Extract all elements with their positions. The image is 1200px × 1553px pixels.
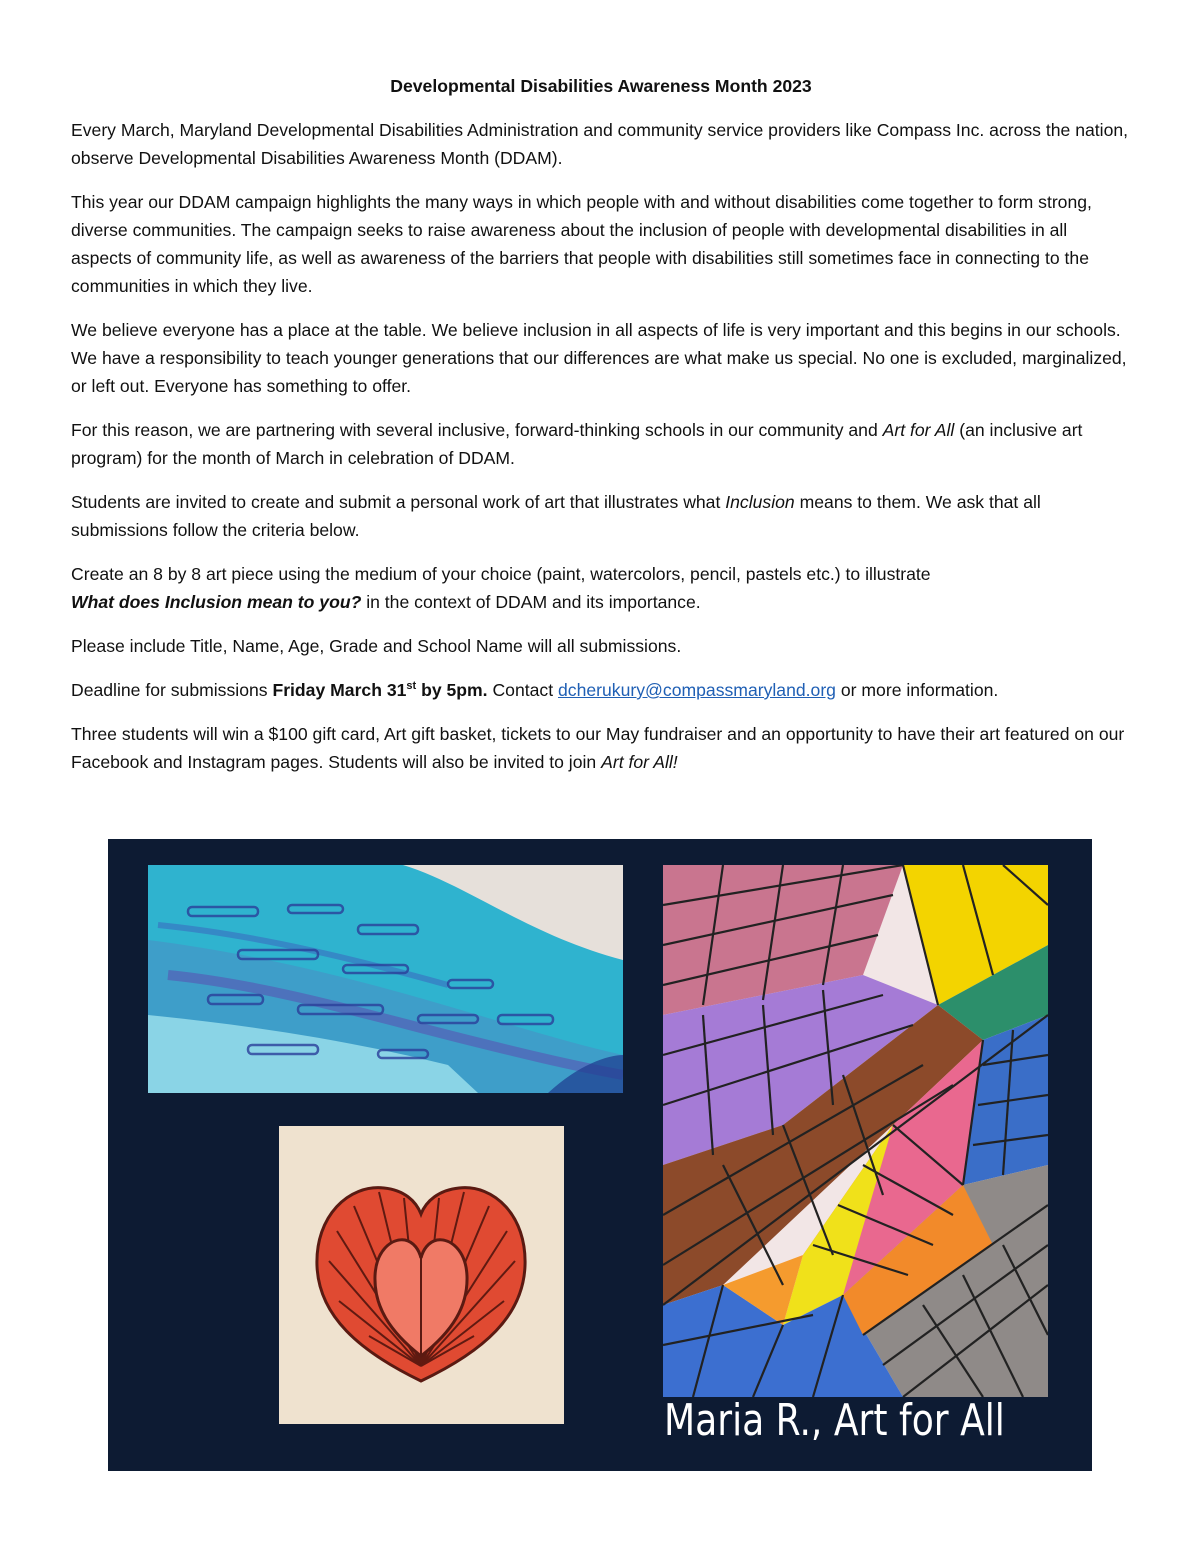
flyer-document [71,72,1131,792]
deadline-label: Deadline for submissions [71,680,273,700]
paragraph-beliefs: We believe everyone has a place at the table. We believe inclusion in all aspects of life is very important and this begins in our schools. We have a responsibility to teach younger generations that our differences are what make us special. No one is excluded, marginalized, or left out. Everyone has something to offer. [71,320,1127,396]
paragraph-prizes [71,720,1131,776]
criteria-text: Create an 8 by 8 art piece using the medium of your choice (paint, watercolors, pencil, pastels etc.) to illustrate [71,564,931,584]
paragraph-deadline [71,676,1131,704]
criteria-text-end: in the context of DDAM and its importance. [361,592,701,612]
partnership-text-end: (an inclusive art program) for the month of March in celebration of DDAM. [71,420,1083,468]
mosaic-artwork [663,865,1048,1397]
program-name: Art for All [882,420,955,440]
prizes-text: Three students will win a $100 gift card, Art gift basket, tickets to our May fundraiser and an opportunity to have their art featured on our Facebook and Instagram pages. Students will also be invited to join [71,724,1125,772]
program-name-closing: Art for All! [601,752,678,772]
watercolor-artwork [148,865,623,1093]
prompt-question: What does Inclusion mean to you? [71,592,362,612]
deadline-date: Friday March 31st by 5pm. [272,680,488,700]
paragraph-requirements: Please include Title, Name, Age, Grade and School Name will all submissions. [71,636,682,656]
artwork-panel [108,839,1092,1471]
inclusion-emphasis: Inclusion [725,492,795,512]
paragraph-criteria [71,560,1131,616]
document-title: Developmental Disabilities Awareness Month 2023 [390,76,812,96]
artwork-caption: Maria R., Art for All [664,1395,1005,1446]
paragraph-campaign: This year our DDAM campaign highlights the many ways in which people with and without disabilities come together to form strong, diverse communities. The campaign seeks to raise awareness about the inclusion of people with developmental disabilities in all aspects of community life, as well as awareness of the barriers that people with disabilities still sometimes face in connecting to the communities in which they live. [71,192,1092,296]
heart-artwork [279,1126,564,1424]
contact-email-link[interactable]: dcherukury@compassmaryland.org [558,680,836,700]
partnership-text: For this reason, we are partnering with several inclusive, forward-thinking schools in our community and [71,420,883,440]
deadline-text-end: or more information. [835,680,999,700]
paragraph-invitation [71,488,1131,544]
paragraph-intro: Every March, Maryland Developmental Disabilities Administration and community service providers like Compass Inc. across the nation, observe Developmental Disabilities Awareness Month (DDAM). [71,120,1129,168]
invitation-text: Students are invited to create and submit a personal work of art that illustrates what [71,492,726,512]
paragraph-partnership [71,416,1131,472]
invitation-text-end: means to them. We ask that all submissions follow the criteria below. [71,492,1041,540]
contact-label: Contact [487,680,558,700]
